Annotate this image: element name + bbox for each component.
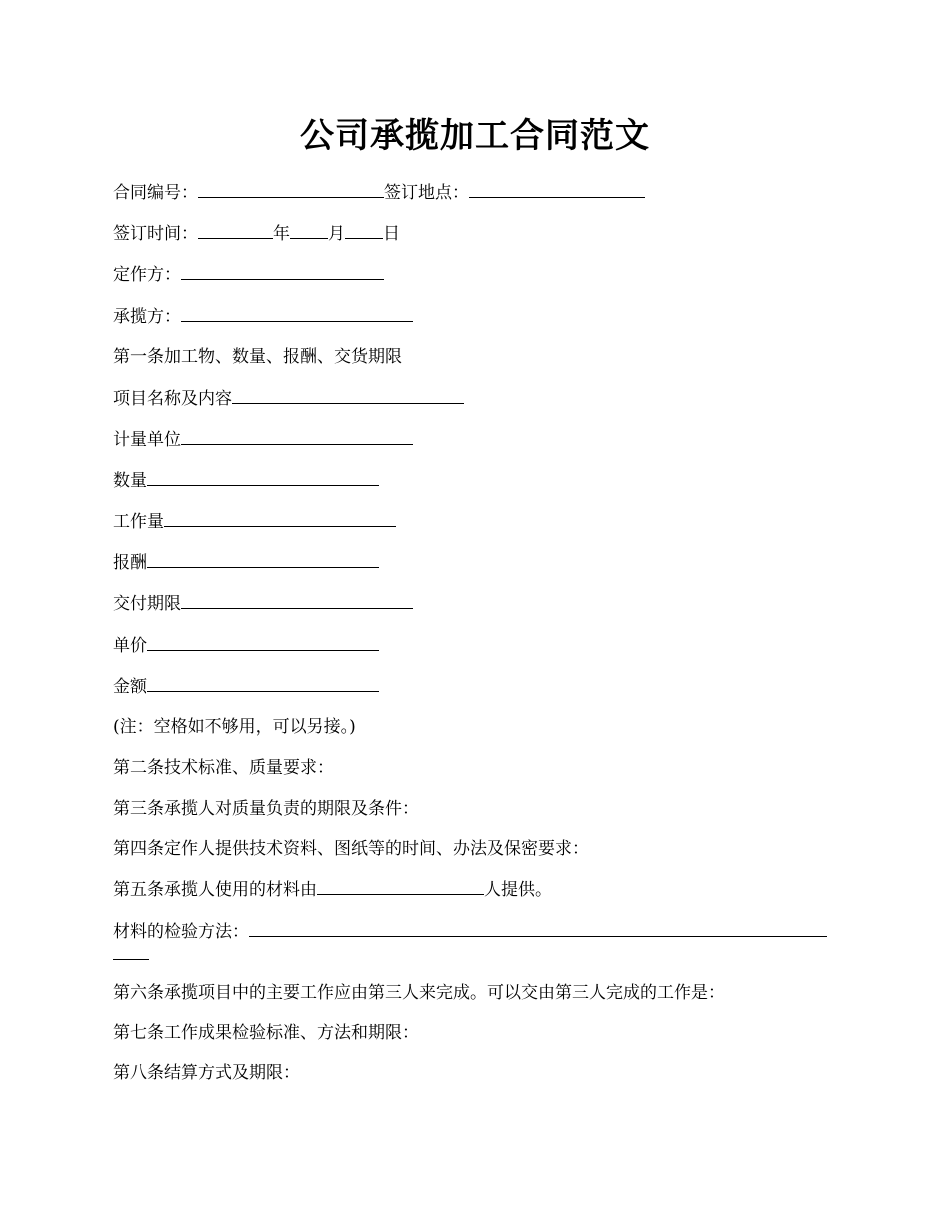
field-blank: [147, 674, 379, 692]
article2: 第二条技术标准、质量要求：: [113, 758, 334, 778]
article1-note: (注：空格如不够用，可以另接。): [113, 717, 356, 737]
contract-number-line: [113, 180, 645, 205]
year-label: 年: [273, 224, 290, 244]
field-label: 报酬: [113, 553, 147, 573]
inspection-line-continued: [113, 942, 149, 967]
field-label: 交付期限: [113, 594, 181, 614]
field-line: [113, 386, 464, 411]
year-blank: [198, 221, 273, 239]
field-line: [113, 468, 379, 493]
field-blank: [147, 468, 379, 486]
material-provider-blank: [317, 877, 484, 895]
field-label: 金额: [113, 677, 147, 697]
document-title: 公司承揽加工合同范文: [300, 116, 650, 156]
inspection-blank-continued: [113, 942, 149, 960]
sign-place-blank: [469, 180, 645, 198]
inspection-label: 材料的检验方法：: [113, 922, 249, 942]
field-blank: [232, 386, 464, 404]
sign-time-line: [113, 221, 400, 246]
field-line: [113, 633, 379, 658]
day-blank: [345, 221, 383, 239]
field-line: [113, 427, 413, 452]
field-label: 项目名称及内容: [113, 389, 232, 409]
article1-heading: 第一条加工物、数量、报酬、交货期限: [113, 347, 402, 367]
party-a-blank: [181, 262, 384, 280]
sign-time-label: 签订时间：: [113, 224, 198, 244]
field-line: [113, 509, 396, 534]
field-line: [113, 550, 379, 575]
party-b-line: [113, 304, 413, 329]
field-label: 计量单位: [113, 430, 181, 450]
article5-suffix: 人提供。: [484, 880, 552, 900]
party-a-label: 定作方：: [113, 265, 181, 285]
field-blank: [181, 427, 413, 445]
party-b-blank: [181, 304, 413, 322]
article4: 第四条定作人提供技术资料、图纸等的时间、办法及保密要求：: [113, 839, 589, 859]
field-line: [113, 674, 379, 699]
inspection-line: [113, 919, 827, 944]
contract-number-blank: [198, 180, 384, 198]
party-b-label: 承揽方：: [113, 307, 181, 327]
field-blank: [181, 591, 413, 609]
party-a-line: [113, 262, 384, 287]
field-label: 单价: [113, 636, 147, 656]
inspection-blank: [249, 919, 827, 937]
field-blank: [147, 633, 379, 651]
month-label: 月: [328, 224, 345, 244]
day-label: 日: [383, 224, 400, 244]
article7: 第七条工作成果检验标准、方法和期限：: [113, 1023, 419, 1043]
article5-prefix: 第五条承揽人使用的材料由: [113, 880, 317, 900]
month-blank: [290, 221, 328, 239]
field-label: 工作量: [113, 512, 164, 532]
article3: 第三条承揽人对质量负责的期限及条件：: [113, 799, 419, 819]
article6: 第六条承揽项目中的主要工作应由第三人来完成。可以交由第三人完成的工作是：: [113, 983, 725, 1003]
article5-line: [113, 877, 552, 902]
contract-number-label: 合同编号：: [113, 183, 198, 203]
field-blank: [164, 509, 396, 527]
field-label: 数量: [113, 471, 147, 491]
sign-place-label: 签订地点：: [384, 183, 469, 203]
field-blank: [147, 550, 379, 568]
article8: 第八条结算方式及期限：: [113, 1063, 300, 1083]
field-line: [113, 591, 413, 616]
